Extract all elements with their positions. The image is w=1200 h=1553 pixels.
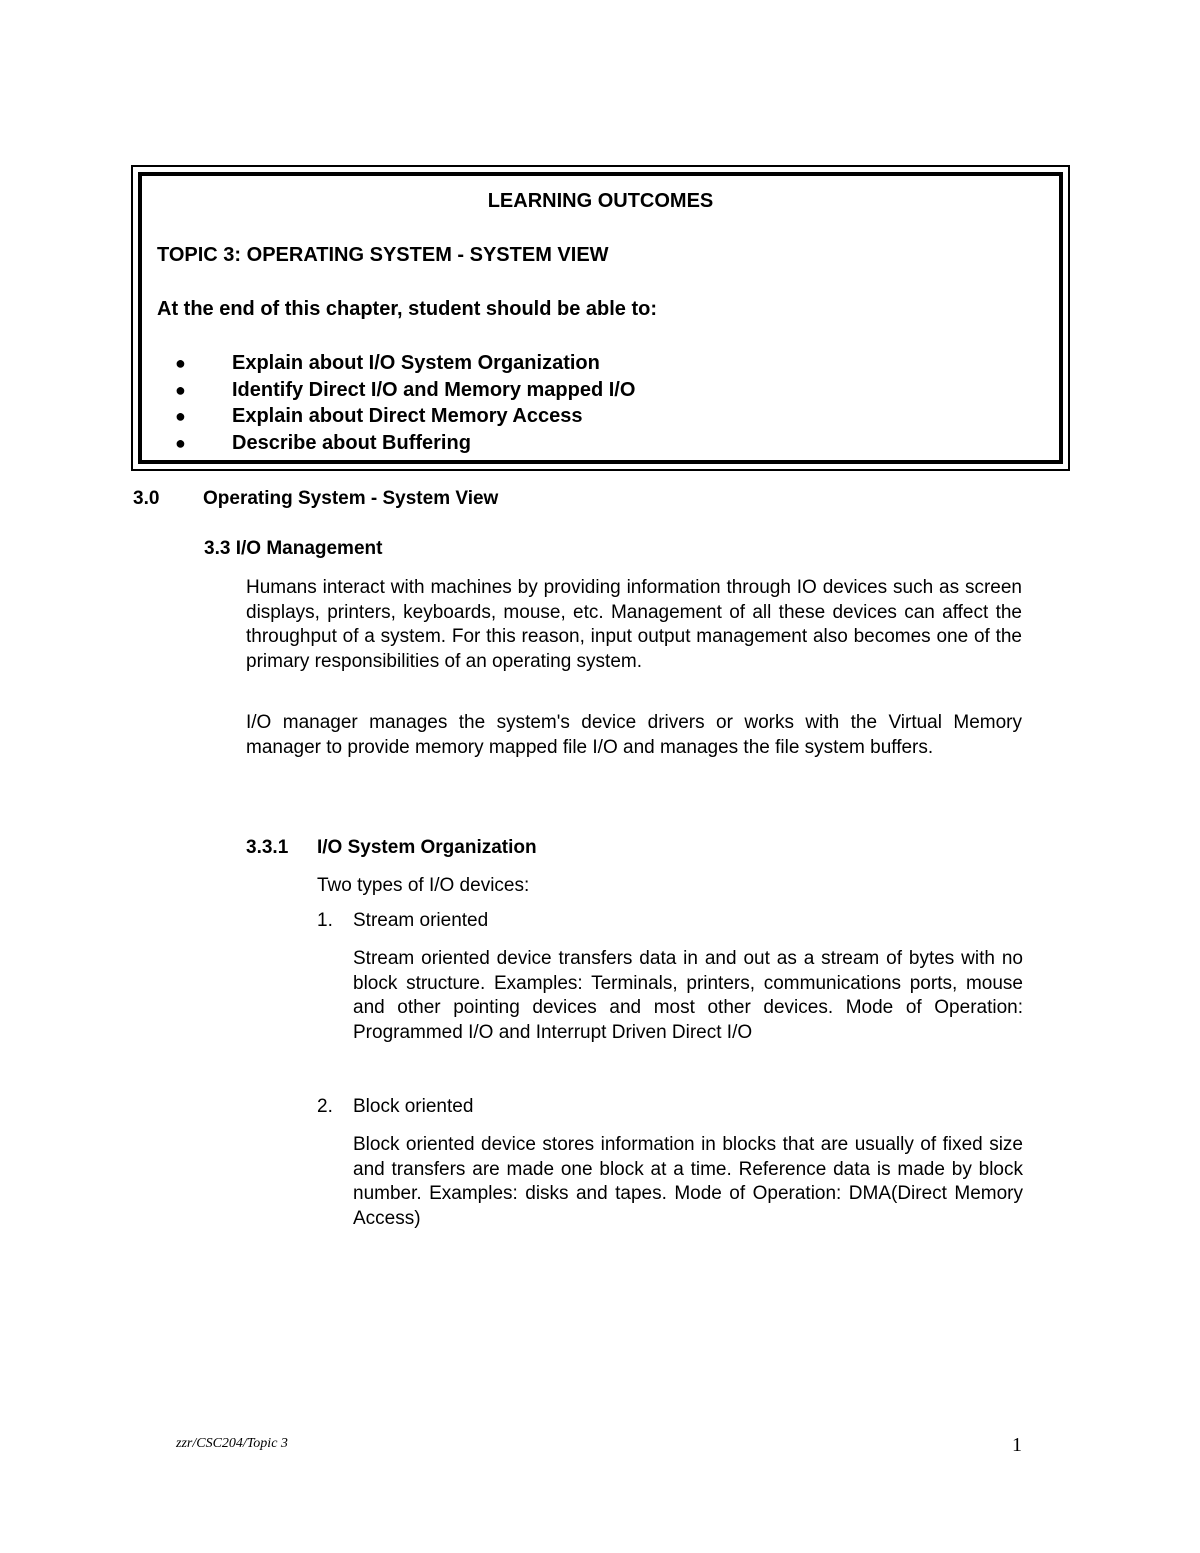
outcome-text: Explain about Direct Memory Access [232, 405, 583, 427]
learning-outcomes-inner-frame [138, 172, 1063, 464]
subsection-heading [204, 538, 382, 560]
device-type-name: Stream oriented [353, 910, 489, 931]
bullet-icon: ● [175, 406, 186, 426]
outcome-item [157, 350, 635, 377]
device-type-label [317, 910, 488, 932]
outcome-item [157, 430, 635, 457]
io-management-paragraph-1: Humans interact with machines by providing information through IO devices such as screen displays, printers, keyboards, mouse, etc. Management of all these devices can affect the throughput of a system. For this reason, input output management also becomes one of the primary responsibilities of an operating system. [246, 577, 1022, 672]
io-management-paragraph-2: I/O manager manages the system's device drivers or works with the Virtual Memory manager to provide memory mapped file I/O and manages the file system buffers. [246, 712, 1022, 758]
device-types-intro: Two types of I/O devices: [317, 875, 530, 896]
subsubsection-heading [246, 837, 537, 859]
outcome-text: Explain about I/O System Organization [232, 352, 600, 374]
subsubsection-title: I/O System Organization [317, 837, 537, 858]
topic-title: TOPIC 3: OPERATING SYSTEM - SYSTEM VIEW [157, 244, 609, 266]
learning-outcomes-box [131, 165, 1070, 471]
outcome-text: Describe about Buffering [232, 431, 471, 454]
subsubsection-number: 3.3.1 [246, 837, 289, 858]
page-number: 1 [1012, 1434, 1022, 1456]
outcomes-intro: At the end of this chapter, student should be able to: [157, 298, 658, 320]
subsection-number: 3.3 [204, 538, 231, 559]
section-heading [133, 488, 498, 510]
device-type-number: 1. [317, 910, 333, 931]
outcome-item [157, 403, 635, 430]
device-type-label [317, 1096, 473, 1118]
bullet-icon: ● [175, 379, 186, 400]
subsection-title: I/O Management [235, 538, 383, 559]
outcome-text: Identify Direct I/O and Memory mapped I/O [232, 378, 636, 401]
section-number: 3.0 [133, 488, 160, 509]
footer-course-code: zzr/CSC204/Topic 3 [176, 1436, 288, 1451]
outcome-item [157, 377, 635, 404]
device-type-description: Stream oriented device transfers data in and out as a stream of bytes with no block structure. Examples: Terminals, printers, communications ports, mouse and other pointing devices and most other devices. Mode of Operation: Programmed I/O and Interrupt Driven Direct I/O [353, 948, 1023, 1043]
bullet-icon: ● [175, 432, 186, 453]
outcome-list [157, 350, 635, 456]
section-title: Operating System - System View [203, 488, 499, 509]
device-type-description: Block oriented device stores information in blocks that are usually of fixed size and transfers are made one block at a time. Reference data is made by block number. Examples: disks and tapes. Mode of Operation: DMA(Direct Memory Access) [353, 1134, 1023, 1229]
bullet-icon: ● [175, 353, 186, 373]
device-type-name: Block oriented [353, 1096, 474, 1117]
learning-outcomes-title: LEARNING OUTCOMES [487, 190, 714, 212]
device-type-number: 2. [317, 1096, 333, 1117]
